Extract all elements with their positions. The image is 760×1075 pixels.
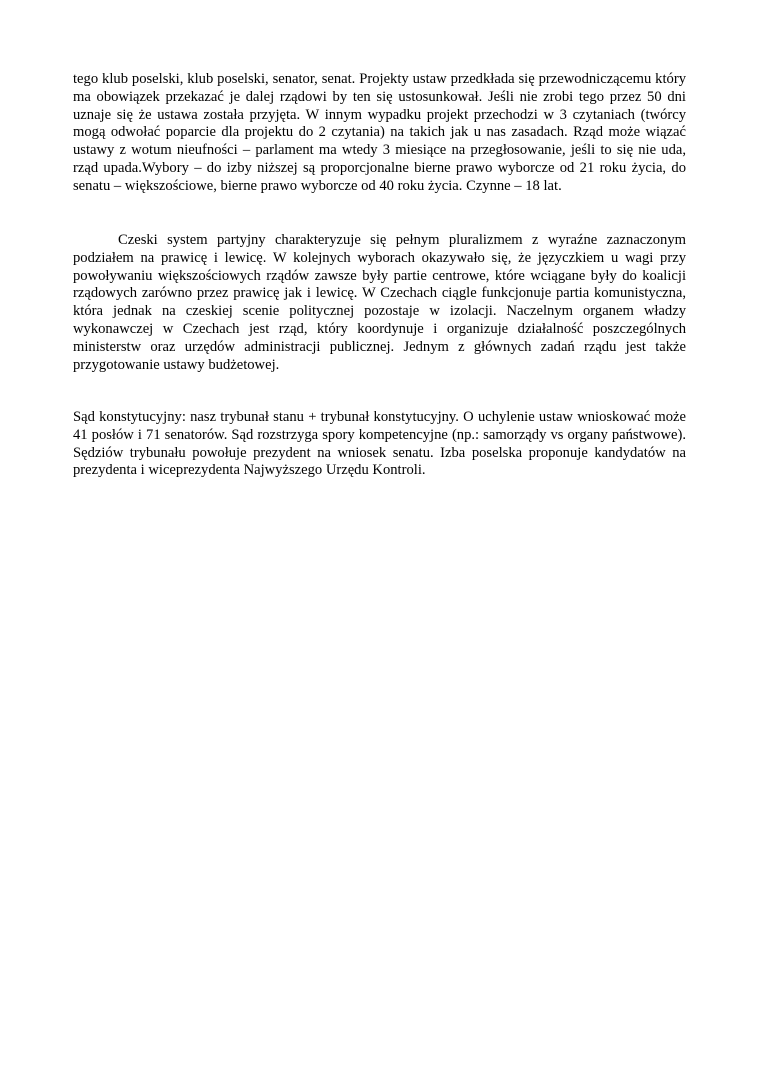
paragraph-legislation-elections: tego klub poselski, klub poselski, senator, senat. Projekty ustaw przedkłada się przewodniczącemu który ma obowiązek przekazać je dalej rządowi by ten się ustosunkował. Jeśli nie zrobi tego przez 50 dni uznaje się że ustawa została przyjęta. W innym wypadku projekt przechodzi w 3 czytaniach (twórcy mogą odwołać poparcie dla projektu do 2 czytania) na takich jak u nas zasadach. Rząd może wiązać ustawy z wotum nieufności – parlament ma wtedy 3 miesiące na przegłosowanie, jeśli to się nie uda, rząd upada.Wybory – do izby niższej są proporcjonalne bierne prawo wyborcze od 21 roku życia, do senatu – większościowe, bierne prawo wyborcze od 40 roku życia. Czynne – 18 lat. <box>73 71 686 194</box>
paragraph-party-system: Czeski system partyjny charakteryzuje się pełnym pluralizmem z wyraźne zaznaczonym podziałem na prawicę i lewicę. W kolejnych wyborach okazywało się, że języczkiem u wagi przy powoływaniu większościowych rządów zawsze były partie centrowe, które wciągane były do koalicji rządowych zarówno przez prawicę jak i lewicę. W Czechach ciągle funkcjonuje partia komunistyczna, która jednak na czeskiej scenie politycznej pozostaje w izolacji. Naczelnym organem władzy wykonawczej w Czechach jest rząd, który koordynuje i organizuje działalność poszczególnych ministerstw oraz urzędów administracji publicznej. Jednym z głównych zadań rządu jest także przygotowanie ustawy budżetowej. <box>73 232 686 373</box>
paragraph-constitutional-court: Sąd konstytucyjny: nasz trybunał stanu + trybunał konstytucyjny. O uchylenie ustaw wnioskować może 41 posłów i 71 senatorów. Sąd rozstrzyga spory kompetencyjne (np.: samorządy vs organy państwowe). Sędziów trybunału powołuje prezydent na wniosek senatu. Izba poselska proponuje kandydatów na prezydenta i wiceprezydenta Najwyższego Urzędu Kontroli. <box>73 409 686 479</box>
